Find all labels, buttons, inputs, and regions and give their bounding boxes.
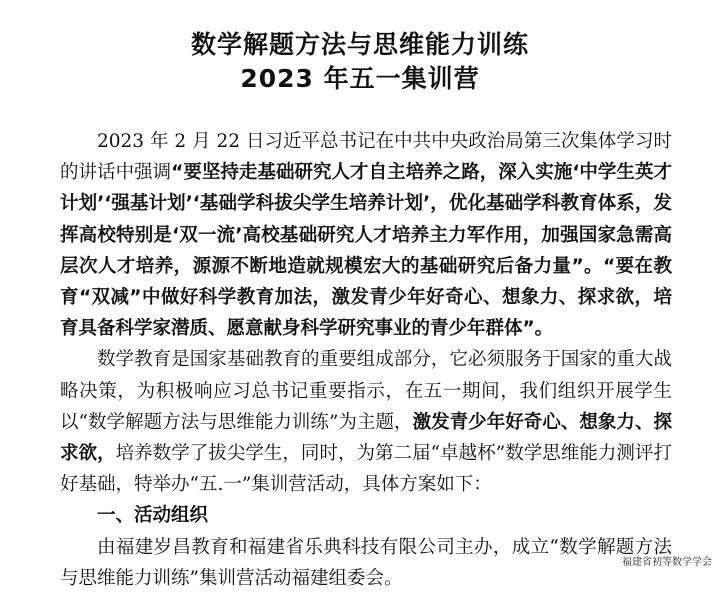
- document-body: [60, 126, 672, 594]
- document-subtitle: 2023 年五一集训营: [240, 64, 480, 93]
- paragraph-1: [60, 126, 672, 344]
- paragraph-1-intro: 2023 年 2 月 22 日习近平总书记在中共中央政治局第三次集体学习时的讲话中强调: [60, 131, 672, 184]
- paragraph-2-emphasis: 激发青少年好奇心、想象力、探求欲，: [60, 411, 672, 465]
- paragraph-2: [60, 344, 672, 500]
- paragraph-3: 由福建岁昌教育和福建省乐典科技有限公司主办，成立“数学解题方法与思维能力训练”集训营活动福建组委会。: [60, 536, 672, 589]
- section-heading: 一、活动组织: [97, 505, 209, 527]
- paragraph-2-end: 培养数学了拔尖学生，同时，为第二届“卓越杯”数学思维能力测评打好基础，特举办“五.一”集训营活动，具体方案如下：: [60, 443, 672, 496]
- document-title: 数学解题方法与思维能力训练: [190, 30, 529, 59]
- paragraph-2-start: 数学教育是国家基础教育的重要组成部分，它必须服务于国家的重大战略决策，为积极响应习总书记重要指示，在五一期间，我们组织开展学生以“数学解题方法与思维能力训练”为主题，: [60, 349, 672, 433]
- watermark: 福建省初等数学学会: [622, 557, 712, 568]
- paragraph-1-quote: “要坚持走基础研究人才自主培养之路，深入实施‘中学生英才计划’‘强基计划’‘基础学科拔尖学生培养计划’，优化基础学科教育体系，发挥高校特别是‘双一流’高校基础研究人才培养主力军作用，加强国家急需高层次人才培养，源源不断地造就规模宏大的基础研究后备力量”。“要在教育“双减”中做好科学教育加法，激发青少年好奇心、想象力、探求欲，培育具备科学家潜质、愿意献身科学研究事业的青少年群体”。: [60, 162, 672, 340]
